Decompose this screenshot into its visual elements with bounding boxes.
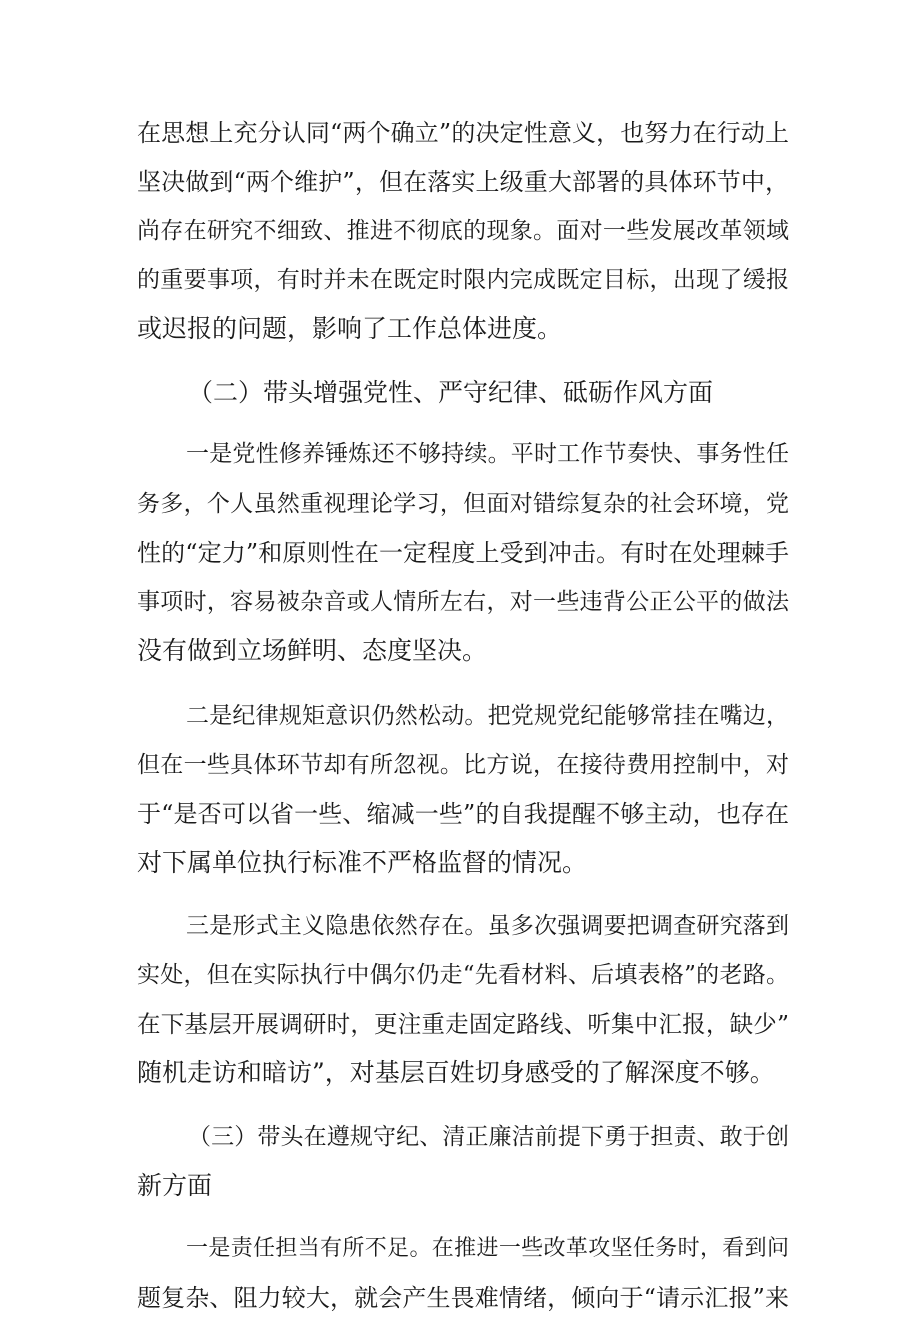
paragraph-first-line: 二是纪律规矩意识仍然松动。把党规党纪能够常挂在嘴边，	[186, 703, 789, 729]
body-text-line: 但在一些具体环节却有所忽视。比方说，在接待费用控制中，对	[137, 752, 789, 778]
body-text-line: 的重要事项，有时并未在既定时限内完成既定目标，出现了缓报	[137, 267, 789, 293]
body-text-line: 性的“定力”和原则性在一定程度上受到冲击。有时在处理棘手	[137, 539, 789, 567]
body-text-line: 在下基层开展调研时，更注重走固定路线、听集中汇报，缺少”	[137, 1010, 789, 1038]
body-text-line: 坚决做到“两个维护”，但在落实上级重大部署的具体环节中，	[137, 168, 789, 196]
body-text-line: 在思想上充分认同“两个确立”的决定性意义，也努力在行动上	[137, 119, 789, 147]
paragraph-first-line: 一是责任担当有所不足。在推进一些改革攻坚任务时，看到问	[186, 1236, 789, 1261]
body-text-line: 对下属单位执行标准不严格监督的情况。	[137, 848, 588, 877]
body-text-line: 随机走访和暗访”，对基层百姓切身感受的了解深度不够。	[137, 1058, 775, 1087]
body-text-line: 或迟报的问题，影响了工作总体进度。	[137, 314, 563, 343]
section-heading-2: （二）带头增强党性、严守纪律、砥砺作风方面	[188, 378, 714, 407]
section-heading-3-continued: 新方面	[137, 1171, 213, 1200]
section-heading-3: （三）带头在遵规守纪、清正廉洁前提下勇于担责、敢于创	[188, 1124, 789, 1150]
body-text-line: 没有做到立场鲜明、态度坚决。	[137, 636, 488, 665]
body-text-line: 于“是否可以省一些、缩减一些”的自我提醒不够主动，也存在	[137, 800, 789, 828]
paragraph-first-line: 三是形式主义隐患依然存在。虽多次强调要把调查研究落到	[186, 913, 789, 939]
body-text-line: 务多，个人虽然重视理论学习，但面对错综复杂的社会环境，党	[137, 491, 789, 517]
paragraph-first-line: 一是党性修养锤炼还不够持续。平时工作节奏快、事务性任	[186, 441, 789, 467]
body-text-line: 尚存在研究不细致、推进不彻底的现象。面对一些发展改革领域	[137, 218, 789, 244]
body-text-line: 实处，但在实际执行中偶尔仍走“先看材料、后填表格”的老路。	[137, 962, 789, 988]
body-text-line: 事项时，容易被杂音或人情所左右，对一些违背公正公平的做法	[137, 589, 789, 615]
body-text-line: 题复杂、阻力较大，就会产生畏难情绪，倾向于“请示汇报”来	[137, 1284, 789, 1312]
